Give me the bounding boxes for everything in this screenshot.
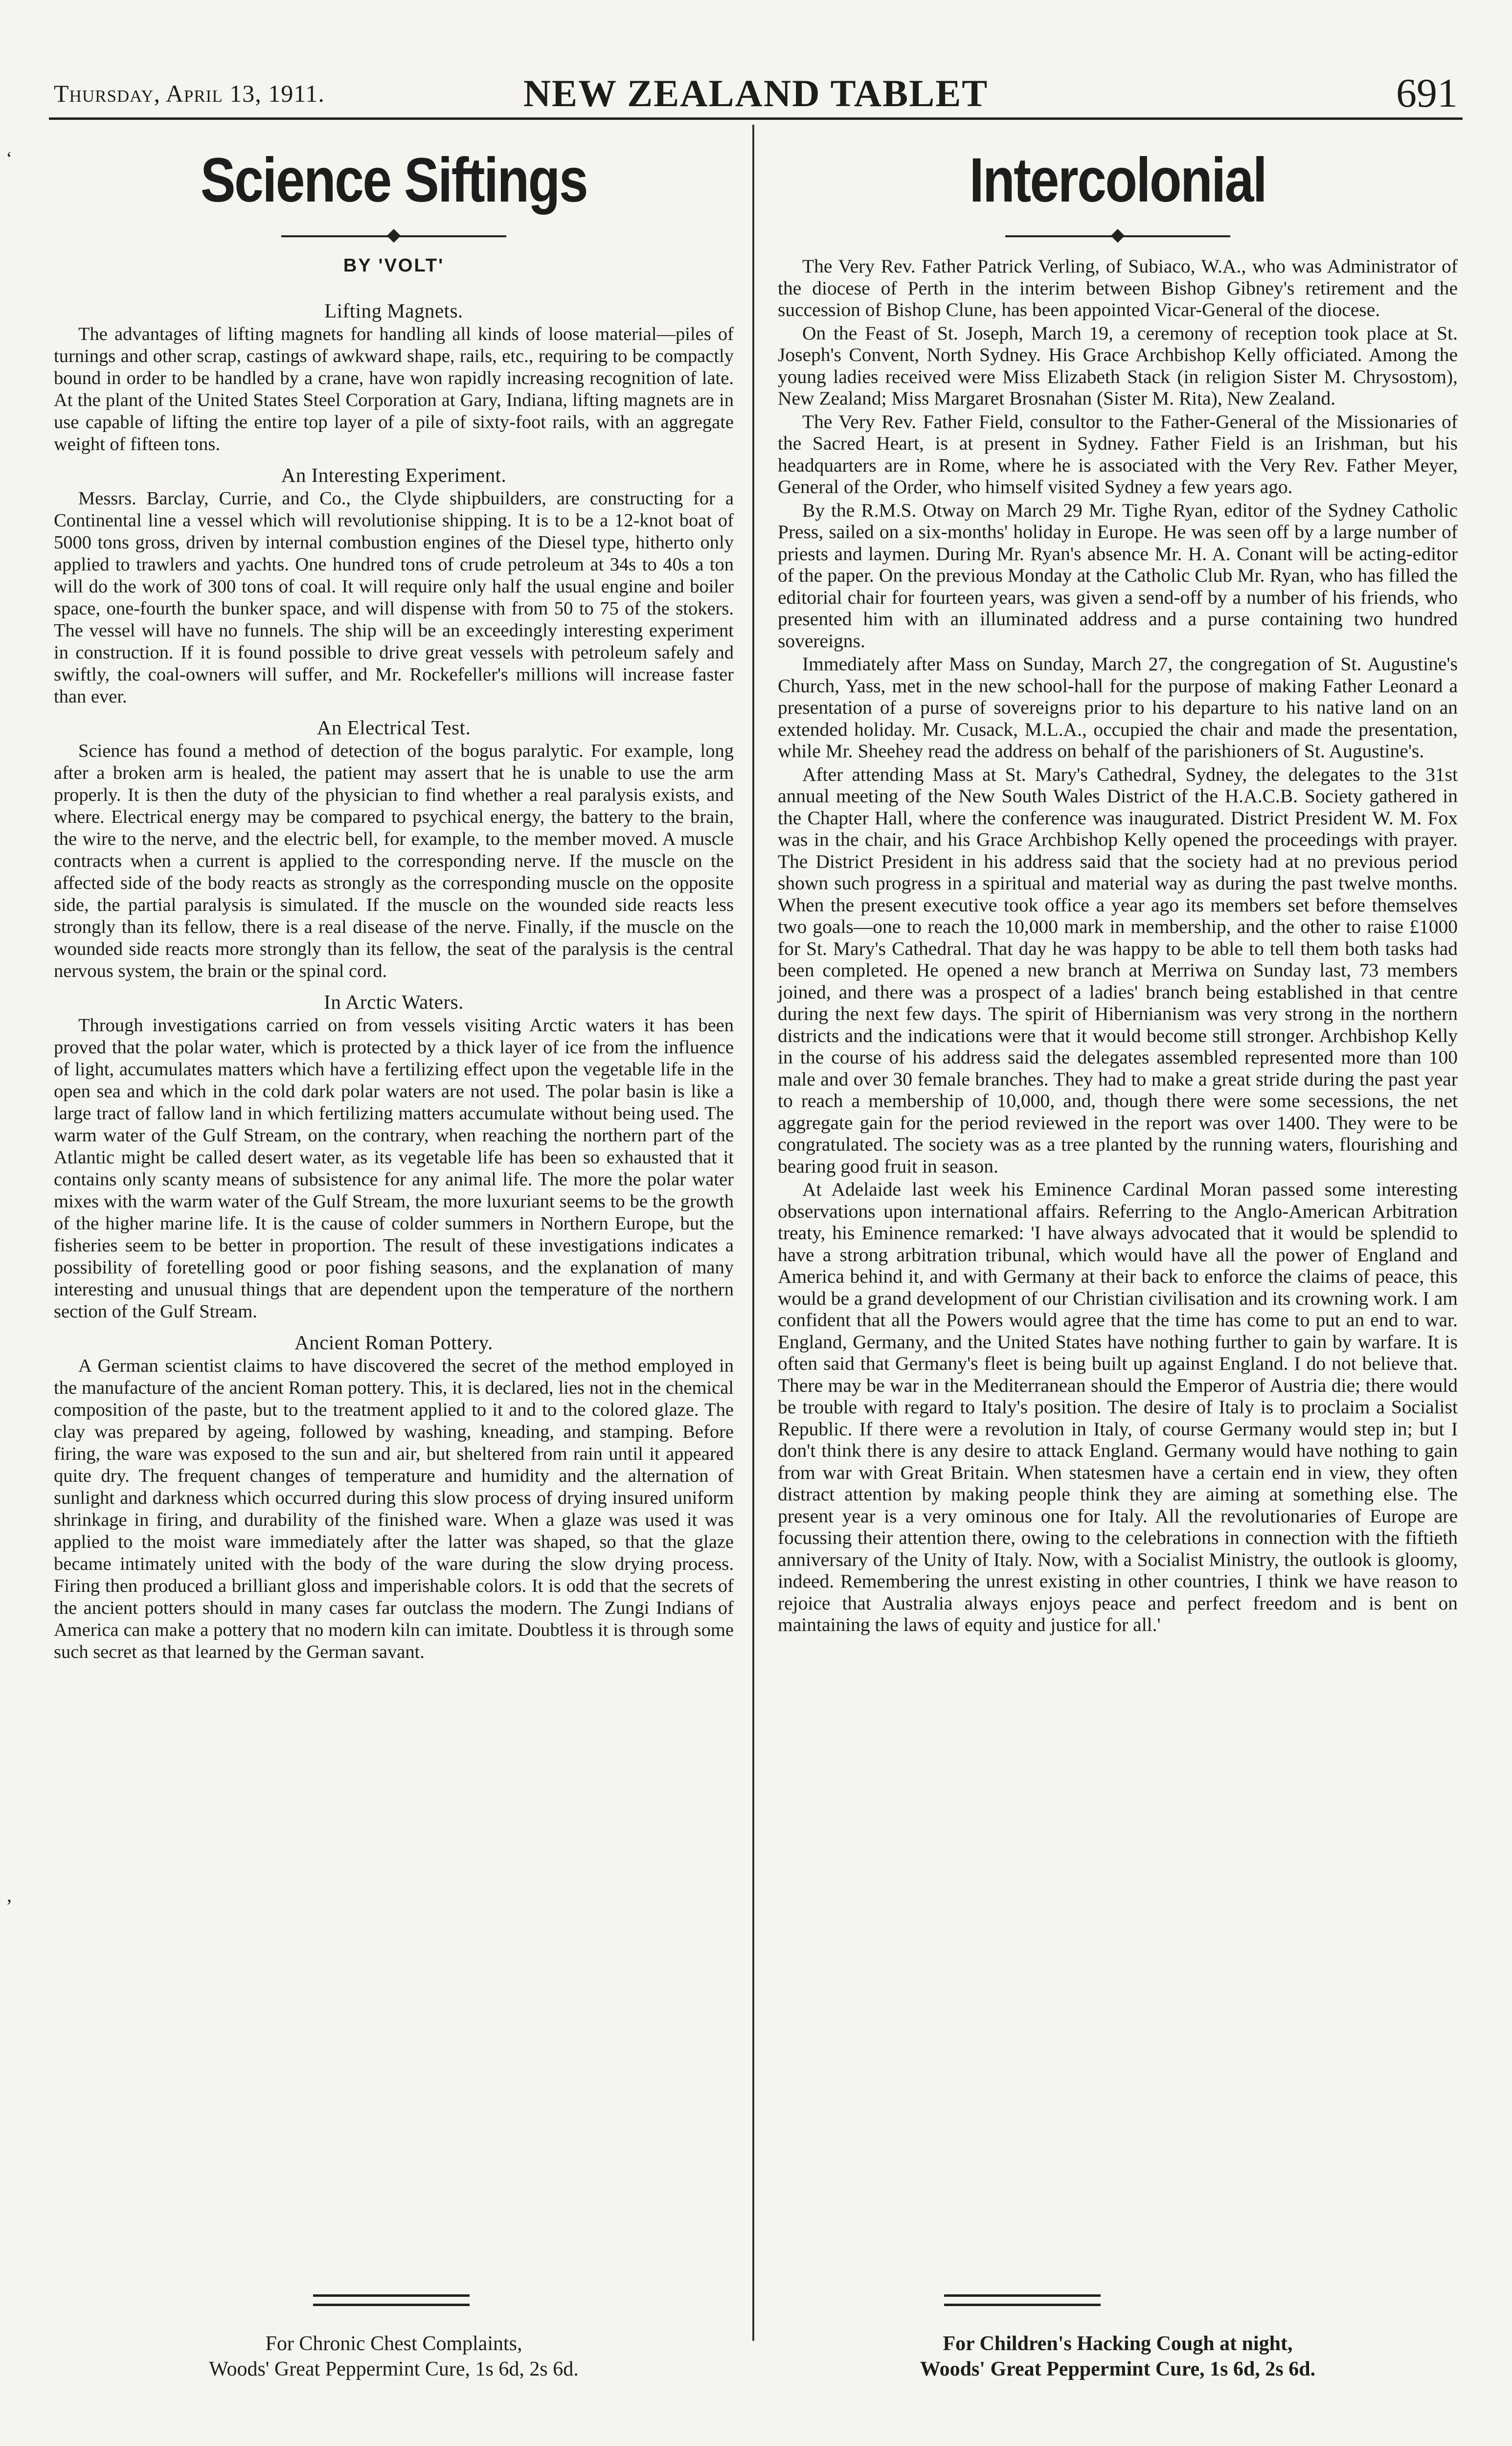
- article-subheading: In Arctic Waters.: [324, 991, 464, 1013]
- article-arctic-waters: [54, 990, 734, 1323]
- article-interesting-experiment: [54, 463, 734, 708]
- news-paragraph: The Very Rev. Father Field, consultor to the Father-General of the Missionaries of the Sacred Heart, is at present in Sydney. Father Field is an Irishman, but his headquarters are in Rome, where he is associated with the Very Rev. Father Meyer, General of the Order, who himself visited Sydney a few years ago.: [778, 410, 1458, 498]
- masthead-title: NEW ZEALAND TABLET: [523, 72, 989, 114]
- ad-line: Woods' Great Peppermint Cure, 1s 6d, 2s 6d.: [209, 2358, 579, 2380]
- article-subheading: An Interesting Experiment.: [281, 464, 507, 486]
- article-paragraph: Messrs. Barclay, Currie, and Co., the Clyde shipbuilders, are constructing for a Continental line a vessel which will revolutionise shipping. It is to be a 12-knot boat of 5000 tons gross, driven by internal combustion engines of the Diesel type, hitherto only applied to trawlers and yachts. One hundred tons of crude petroleum at 34s to 40s a ton will do the work of 300 tons of coal. It will require only half the usual engine and boiler space, one-fourth the bunker space, and will dispense with from 50 to 75 of the stokers. The vessel will have no funnels. The ship will be an exceedingly interesting experiment in construction. If it is found possible to drive great vessels with petroleum safely and swiftly, the coal-owners will suffer, and Mr. Rockefeller's millions will increase faster than ever.: [54, 488, 734, 707]
- issue-date: Thursday, April 13, 1911.: [54, 80, 325, 107]
- article-electrical-test: [54, 716, 734, 982]
- ad-line: For Children's Hacking Cough at night,: [943, 2333, 1293, 2355]
- news-paragraph: Immediately after Mass on Sunday, March 27, the congregation of St. Augustine's Church, Yass, met in the new school-hall for the purpose of making Father Leonard a presentation of a purse of sovereigns prior to his departure to his native land on an extended holiday. Mr. Cusack, M.L.A., occupied the chair and made the presentation, while Mr. Sheehey read the address on behalf of the parishioners of St. Augustine's.: [778, 653, 1458, 762]
- ad-line: For Chronic Chest Complaints,: [265, 2333, 522, 2355]
- article-roman-pottery: [54, 1331, 734, 1663]
- article-subheading: Lifting Magnets.: [324, 299, 463, 322]
- news-paragraph: The Very Rev. Father Patrick Verling, of Subiaco, W.A., who was Administrator of the diocese of Perth in the interim between Bishop Gibney's retirement and the succession of Bishop Clune, has been appointed Vicar-General of the diocese.: [778, 255, 1458, 320]
- page-number: 691: [1396, 70, 1458, 116]
- byline: BY 'VOLT': [343, 255, 445, 276]
- margin-mark: ‘: [6, 147, 13, 169]
- closing-rule: [313, 2294, 470, 2306]
- article-lifting-magnets: [54, 299, 734, 455]
- article-paragraph: Science has found a method of detection of the bogus paralytic. For example, long after a broken arm is healed, the patient may assert that he is unable to use the arm properly. It is then the duty of the physician to find whether a real paralysis exists, and where. Electrical energy may be compared to psychical energy, the battery to the brain, the wire to the nerve, and the electric bell, for example, to the member moved. A muscle contracts when a current is applied to the corresponding nerve. If the muscle on the affected side of the body reacts as strongly as the corresponding muscle on the opposite side, the partial paralysis is simulated. If the muscle on the wounded side reacts less strongly than its fellow, there is a real disease of the nerve. Finally, if the muscle on the wounded side reacts more strongly than its fellow, the seat of the paralysis is the central nervous system, the brain or the spinal cord.: [54, 741, 734, 981]
- news-paragraph: On the Feast of St. Joseph, March 19, a ceremony of reception took place at St. Joseph's Convent, North Sydney. His Grace Archbishop Kelly officiated. Among the young ladies received were Miss Elizabeth Stack (in religion Sister M. Chrysostom), New Zealand; Miss Margaret Brosnahan (Sister M. Rita), New Zealand.: [778, 322, 1458, 409]
- heading-ornament: [1005, 231, 1230, 242]
- section-heading: Science Siftings: [200, 145, 587, 215]
- intercolonial-column: [778, 130, 1458, 1637]
- article-paragraph: A German scientist claims to have discovered the secret of the method employed in the manufacture of the ancient Roman pottery. This, it is declared, lies not in the chemical composition of the paste, but to the treatment applied to it and to the colored glaze. The clay was prepared by ageing, followed by washing, kneading, and stamping. Before firing, the ware was exposed to the sun and air, but sheltered from rain until it appeared quite dry. The frequent changes of temperature and humidity and the alternation of sunlight and darkness which occurred during this slow process of drying insured uniform shrinkage in firing, and durability of the finished ware. When a glaze was used it was applied to the moist ware immediately after the latter was shaped, so that the glaze became intimately united with the body of the ware during the slow drying process. Firing then produced a brilliant gloss and imperishable colors. It is odd that the secrets of the ancient potters should in many cases far outclass the modern. The Zungi Indians of America can make a pottery that no modern kiln can imitate. Doubtless it is through some such secret as that learned by the German savant.: [54, 1356, 734, 1662]
- column-divider: [752, 125, 754, 2341]
- news-paragraph: By the R.M.S. Otway on March 29 Mr. Tighe Ryan, editor of the Sydney Catholic Press, sailed on a six-months' holiday in Europe. He was seen off by a large number of priests and laymen. During Mr. Ryan's absence Mr. H. A. Conant will be acting-editor of the paper. On the previous Monday at the Catholic Club Mr. Ryan, who has filled the editorial chair for fourteen years, was given a send-off by a number of his friends, who presented him with an illuminated address and a purse containing two hundred sovereigns.: [778, 499, 1458, 652]
- advertisement-chest-complaints: [54, 2331, 734, 2382]
- closing-rule: [944, 2294, 1101, 2306]
- article-paragraph: The advantages of lifting magnets for handling all kinds of loose material—piles of turnings and other scrap, castings of awkward shape, rails, etc., requiring to be compactly bound in order to be handled by a crane, have won rapidly increasing recognition of late. At the plant of the United States Steel Corporation at Gary, Indiana, lifting magnets are in use capable of lifting the entire top layer of a pile of sixty-foot rails, with an aggregate weight of fifteen tons.: [54, 324, 734, 454]
- margin-mark: ‚: [6, 1884, 13, 1906]
- section-heading: Intercolonial: [969, 145, 1266, 215]
- ad-line: Woods' Great Peppermint Cure, 1s 6d, 2s 6d.: [920, 2358, 1316, 2380]
- advertisement-hacking-cough: [778, 2331, 1458, 2382]
- article-subheading: An Electrical Test.: [316, 716, 471, 739]
- news-paragraph: After attending Mass at St. Mary's Cathedral, Sydney, the delegates to the 31st annual meeting of the New South Wales District of the H.A.C.B. Society gathered in the Chapter Hall, where the conference was inaugurated. District President W. M. Fox was in the chair, and his Grace Archbishop Kelly opened the proceedings with prayer. The District President in his address said that the society had at no previous period shown such progress in a spiritual and material way as during the past twelve months. When the present executive took office a year ago its members set before themselves two goals—one to reach the 10,000 mark in membership, and the other to raise £1000 for St. Mary's Cathedral. That day he was happy to be able to tell them both tasks had been completed. He opened a new branch at Merriwa on Sunday last, 73 members joined, and there was a prospect of a ladies' branch being established in that centre during the next few days. The spirit of Hibernianism was very strong in the northern districts and the indications were that it would become still stronger. Archbishop Kelly in the course of his address said the delegates assembled represented more than 100 male and over 30 female branches. They had to make a great stride during the past year to reach a membership of 10,000, and, though there were some secessions, the net aggregate gain for the period reviewed in the report was over 1400. They were to be congratulated. The society was as a tree planted by the running waters, flourishing and bearing good fruit in season.: [778, 763, 1458, 1177]
- heading-ornament: [281, 231, 506, 242]
- article-paragraph: Through investigations carried on from vessels visiting Arctic waters it has been proved that the polar water, which is protected by a thick layer of ice from the influence of light, accumulates matters which have a fertilizing effect upon the vegetable life in the open sea and which in the cold dark polar waters are not used. The polar basin is like a large tract of fallow land in which fertilizing matters accumulate without being used. The warm water of the Gulf Stream, on the contrary, when reaching the northern part of the Atlantic might be called desert water, as its vegetable life has been so exhausted that it contains only scanty means of subsistence for any animal life. The more the polar water mixes with the warm water of the Gulf Stream, the more luxuriant seems to be the growth of the higher marine life. It is the cause of colder summers in Northern Europe, but the fisheries seem to be better in proportion. The result of these investigations indicates a possibility of foretelling good or poor fishing seasons, and the explanation of many interesting and unusual things that are dependent upon the temperature of the northern section of the Gulf Stream.: [54, 1015, 734, 1322]
- science-siftings-column: [54, 130, 734, 1663]
- news-paragraph: At Adelaide last week his Eminence Cardinal Moran passed some interesting observations upon international affairs. Referring to the Anglo-American Arbitration treaty, his Eminence remarked: 'I have always advocated that it would be splendid to have a strong arbitration tribunal, which would have all the power of England and America behind it, and with Germany at their back to enforce the claims of peace, this would be a grand development of our Christian civilisation and its crowning work. I am confident that all the Powers would agree that the time has come to put an end to war. England, Germany, and the United States have nothing further to gain by warfare. It is often said that Germany's fleet is being built up against England. I do not believe that. There may be war in the Mediterranean should the Emperor of Austria die; there would be trouble with regard to Italy's position. The desire of Italy is to proclaim a Socialist Republic. If there were a revolution in Italy, of course Germany would step in; but I don't think there is any desire to attack England. Germany would have nothing to gain from war with Great Britain. When statesmen have a certain end in view, they often distract attention by making people think they are aiming at something else. The present year is a very ominous one for Italy. All the revolutionaries of Europe are focussing their attention there, owing to the celebrations in connection with the fiftieth anniversary of the Unity of Italy. Now, with a Socialist Ministry, the outlook is gloomy, indeed. Remembering the unrest existing in other countries, I think we have reason to rejoice that Australia always enjoys peace and perfect freedom and is bent on maintaining the laws of equity and justice for all.': [778, 1178, 1458, 1635]
- article-subheading: Ancient Roman Pottery.: [294, 1331, 493, 1354]
- page-header: [49, 70, 1463, 120]
